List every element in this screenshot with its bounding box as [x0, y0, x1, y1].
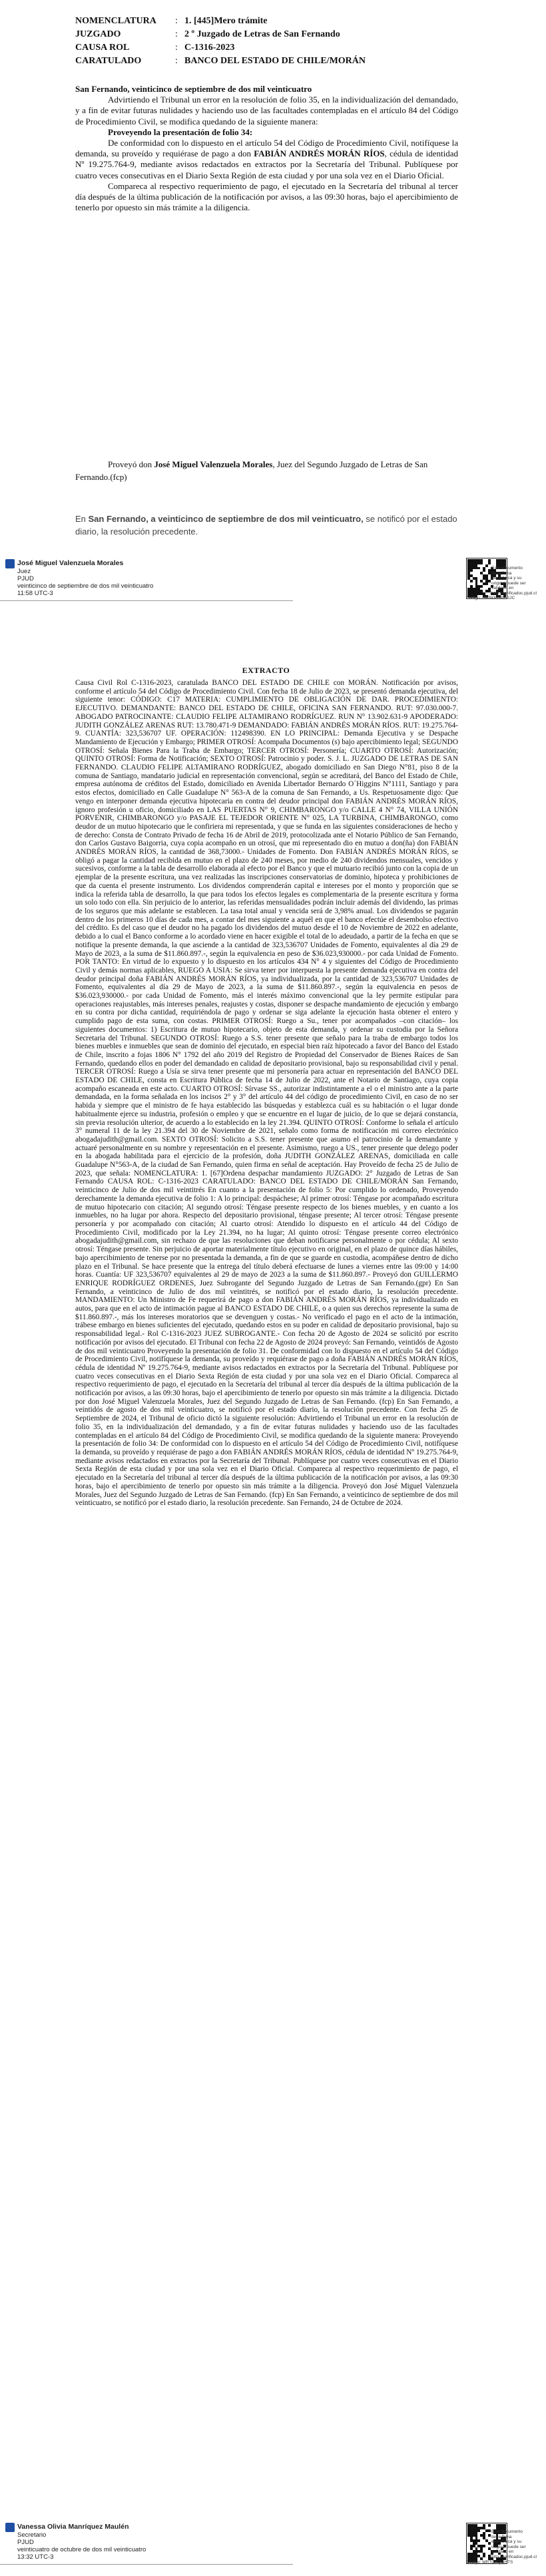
- signature-block-secretary: [0, 2523, 346, 2569]
- signature-seal-icon: [5, 559, 15, 568]
- header-key: CAUSA ROL: [75, 43, 130, 53]
- signature-block-judge: [0, 559, 346, 606]
- extract-body: [75, 679, 458, 1508]
- qr-module: [483, 2545, 485, 2547]
- proveido-line: Proveyó don José Miguel Valenzuela Morales, Juez del Segundo Juzgado de Letras de San Fernando.(fcp): [75, 459, 428, 482]
- qr-module: [488, 2524, 491, 2527]
- extract-title: EXTRACTO: [242, 666, 290, 675]
- qr-module: [483, 569, 485, 572]
- signer-role: Juez: [17, 568, 31, 575]
- qr-module: [485, 582, 488, 585]
- qr-module: [480, 562, 483, 564]
- qr-module: [488, 580, 491, 582]
- qr-verification-code: Código: DXBKKGREGJC: [466, 596, 515, 600]
- qr-module: [485, 564, 488, 567]
- header-row-caratulado: CARATULADO : BANCO DEL ESTADO DE CHILE/MORÁN: [75, 55, 475, 68]
- signature-divider: [0, 2564, 293, 2565]
- qr-module: [488, 562, 491, 564]
- qr-module: [470, 580, 473, 582]
- qr-module: [477, 2539, 480, 2542]
- signature-date: veinticuatro de octubre de dos mil veinticuatro: [17, 2546, 146, 2553]
- header-key: JUZGADO: [75, 29, 121, 39]
- qr-module: [477, 2529, 480, 2532]
- header-row-juzgado: JUZGADO : 2 º Juzgado de Letras de San Fernando: [75, 28, 475, 41]
- defendant-name: FABIÁN ANDRÉS MORÁN RÍOS: [254, 148, 385, 159]
- signer-role: Secretario: [17, 2531, 47, 2539]
- signature-divider: [0, 600, 293, 601]
- qr-module: [470, 569, 473, 572]
- header-value: 1. [445]Mero trámite: [184, 16, 268, 26]
- qr-module: [480, 585, 483, 588]
- signer-name: Vanessa Olivia Manríquez Maulén: [17, 2523, 129, 2531]
- case-header: [75, 15, 475, 68]
- signature-seal-icon: [5, 2523, 15, 2532]
- signer-org: PJUD: [17, 2539, 34, 2546]
- signer-org: PJUD: [17, 575, 34, 582]
- qr-validation-text: Este documento tiene firma electrónica y su original puede ser validado en http://verificadoc.pjud.cl: [491, 566, 537, 596]
- qr-validation-text: Este documento tiene firma electrónica y su original puede ser validado en http://verificadoc.pjud.cl: [491, 2529, 537, 2559]
- notification-line: En San Fernando, a veinticinco de septiembre de dos mil veinticuatro, se notificó por el estado diario, la resolución precedente.: [75, 514, 457, 537]
- qr-module: [488, 2529, 491, 2532]
- signature-time: 13:32 UTC-3: [17, 2553, 54, 2561]
- header-value: 2 º Juzgado de Letras de San Fernando: [184, 29, 340, 39]
- header-key: NOMENCLATURA: [75, 16, 156, 26]
- qr-module: [488, 2542, 491, 2545]
- signature-date: veinticinco de septiembre de dos mil veinticuatro: [17, 582, 154, 590]
- header-row-nomenclatura: NOMENCLATURA : 1. [445]Mero trámite: [75, 15, 475, 28]
- judge-name: José Miguel Valenzuela Morales: [154, 459, 273, 469]
- qr-verification-code: Código: MRTCXQGHTS: [466, 2560, 513, 2565]
- header-value: C-1316-2023: [184, 43, 235, 53]
- resolution-paragraph: De conformidad con lo dispuesto en el artículo 54 del Código de Procedimiento Civil, notifíquese la demanda, su proveído y requiérase de pago a don FABIÁN ANDRÉS MORÁN RÍOS, cédula de identidad Nº 19.275.764-9, mediante avisos redactados en extractos por la Secretaría del Tribunal. Publíquese por cuatro veces consecutivas en el Diario Sexta Región de esta ciudad y por una sola vez en el Diario Oficial.: [75, 138, 458, 180]
- header-key: CARATULADO: [75, 56, 142, 66]
- resolution-paragraph: Advirtiendo el Tribunal un error en la resolución de folio 35, en la individualización del demandado, y a fin de evitar futuras nulidades y haciendo uso de las facultades contempladas en el artículo 84 del Código de Procedimiento Civil, se modifica quedando de la siguiente manera:: [75, 95, 458, 126]
- resolution-body: [75, 84, 458, 213]
- resolution-date-line: San Fernando, veinticinco de septiembre de dos mil veinticuatro: [75, 84, 312, 94]
- resolution-paragraph: Compareca al respectivo requerimiento de pago, el ejecutado en la Secretaría del tribunal al tercer día después de la última publicación de la notificación por avisos, a las 09:30 horas, bajo el apercibimiento de tenerlo por opuesto sin más trámite a la diligencia.: [75, 180, 458, 213]
- signer-name: José Miguel Valenzuela Morales: [17, 559, 124, 567]
- header-row-causa-rol: CAUSA ROL : C-1316-2023: [75, 41, 475, 55]
- qr-module: [488, 2534, 491, 2537]
- qr-module: [483, 2555, 485, 2557]
- extract-text: Causa Civil Rol C-1316-2023, caratulada BANCO DEL ESTADO DE CHILE con MORÁN. Notificación por avisos, conforme el artículo 54 del Código de Procedimiento Civil. Con fecha 18 de Julio de 2023, se presentó demanda ejecutiva, del siguiente tenor: CÓDIGO: C17 MATERIA: CUMPLIMIENTO DE OBLIGACIÓN DE DAR. PROCEDIMIENTO: EJECUTIVO. DEMANDANTE: BANCO DEL ESTADO DE CHILE, OFICINA SAN FERNANDO. RUT: 97.030.000-7. ABOGADO PATROCINANTE: CLAUDIO FELIPE ALTAMIRANO RODRÍGUEZ. RUN N° 13.902.631-9 APODERADO: JUDITH GONZÁLEZ ARENAS RUT: 13.780.471-9 DEMANDADO: FABIÁN ANDRÉS MORÁN RÍOS. RUT: 19.275.764-9. CUANTÍA: 323,536707 UF. OPERACIÓN: 112498390. EN LO PRINCIPAL: Demanda Ejecutiva y se Despache Mandamiento de Ejecución y Embargo; PRIMER OTROSÍ: Acompaña Documentos (s) bajo apercibimiento legal; SEGUNDO OTROSÍ: Señala Bienes Para la Traba de Embargo; TERCER OTROSÍ: Personería; CUARTO OTROSÍ: Autorización; QUINTO OTROSÍ: Forma de Notificación; SEXTO OTROSÍ: Patrocinio y poder. S. J. L. JUZGADO DE LETRAS DE SAN FERNANDO. CLAUDIO FELIPE ALTAMIRANO RODRÍGUEZ, abogado domiciliado en San Diego N°81, piso 8 de la comuna de Santiago, mandatario judicial en representación convencional, según se acreditará, del Banco del Estado de Chile, empresa autónoma de créditos del Estado, domiciliado en Avenida Libertador Bernardo O´Higgins N°1111, Santiago y para estos efectos, domiciliado en Calle Guadalupe N° 563-A de la comuna de San Fernando, a Us. Respetuosamente digo: Que vengo en interponer demanda ejecutiva hipotecaria en contra del deudor principal don FABIÁN ANDRÉS MORÁN RÍOS, ignoro profesión u oficio, domiciliado en LAS PUERTAS N° 9, CHIMBARONGO y/o CALLE 4 N° 74, VILLA UNIÓN PORVENIR, CHIMBARONGO y/o PASAJE EL TEJEDOR ORIENTE N° 025, LA TURBINA, CHIMBARONGO, como deudor de un mutuo hipotecario que le confiriera mi representada, y que se funda en las siguientes consideraciones de hecho y de derecho: Consta de Contrato Privado de fecha 16 de Abril de 2019, protocolizada ante el Notario Público de San Fernando, don Carlos Gustavo Baigorria, cuya copia acompaño en un otrosí, que mi representado dio en mutuo a don(ña) don FABIÁN ANDRÉS MORÁN RÍOS, la cantidad de 368,73000.- Unidades de Fomento. Don FABIÁN ANDRÉS MORÁN RÍOS, se obligó a pagar la cantidad recibida en mutuo en el plazo de 240 meses, por medio de 240 dividendos mensuales, vencidos y sucesivos, conforme a la tabla de desarrollo elaborada al efecto por el Banco y que el mutuario recibió junto con la copia de un ejemplar de la presente escritura, una vez realizadas las inscripciones conservatorias de dominio, hipoteca y prohibiciones de que da cuenta el presente instrumento. Los dividendos comprenderán capital e intereses por el monto y proporción que se indica la referida tabla de desarrollo, la que para todos los efectos legales es complementaria de la presente escritura y forma un solo todo con ella. Sin perjuicio de lo anterior, las referidas mensualidades podrán incluir además del dividendo, las primas de los seguros que más adelante se establecen. La tasa total anual y vencida será de 3,98% anual. Los dividendos se pagarán dentro de los primeros 10 días de cada mes, a contar del mes siguiente a aquél en que el banco efectúe el desembolso efectivo del crédito. Es del caso que el deudor no ha pagado los dividendos del mutuo desde el 10 de Noviembre de 2022 en adelante, debido a lo cual el Banco conforme a lo acordado viene en hacer exigible el total de lo adeudado, a partir de la fecha en que se notifique la presente demanda, la que asciende a la cantidad de 323,536707 Unidades de Fomento, equivalentes al día 29 de Mayo de 2023, a la suma de $11.860.897.-, según la equivalencia en peso de $36.023,930000.- por cada Unidad de Fomento. POR TANTO: En virtud de lo expuesto y lo dispuesto en los artículos 434 N° 4 y siguientes del Código de Procedimiento Civil y demás normas aplicables, RUEGO A USIA: Se sirva tener por interpuesta la presente demanda ejecutiva en contra del deudor principal doña FABIÁN ANDRÉS MORÁN RÍOS, ya individualizada, por la cantidad de 323,536707 Unidades de Fomento, equivalentes al día 29 de Mayo de 2023, a la suma de $11.860.897.-, según la equivalencia en pesos de $36.023,930000.- por cada Unidad de Fomento, más el interés máximo convencional que la ley permite estipular para operaciones reajustables, más intereses penales, reajustes y costas, disponer se despache mandamiento de ejecución y embargo en su contra por dicha cantidad, requiriéndola de pago y ordenar se siga adelante la ejecución hasta obtener el entero y cumplido pago de esta suma, con costas. PRIMER OTROSÍ: Ruego a Su., tener por acompañados –con citación– los siguientes documentos: 1) Escritura de mutuo hipotecario, objeto de esta demanda, y ordenar su custodia por la Señora Secretaria del Tribunal. SEGUNDO OTROSÍ: Ruego a S.S. tener presente que señalo para la traba de embargo todos los bienes muebles e inmuebles que sean de dominio del ejecutado, en especial bien raíz hipotecado a favor del Banco del Estado de Chile, inscrito a fojas 1806 N° 1792 del año 2019 del Registro de Propiedad del Conservador de Bienes Raíces de San Fernando, quedando ellos en poder del demandado en calidad de depositario provisional, bajo su responsabilidad civil y penal. TERCER OTROSÍ: Ruego a Usía se sirva tener presente que mi personería para actuar en representación del BANCO DEL ESTADO DE CHILE, consta en Escritura Pública de fecha 14 de Julio de 2022, ante el Notario de Santiago, cuya copia acompaño escaneada en este acto. CUARTO OTROSÍ: Sírvase SS., autorizar indistintamente a el o el ministro ante a la parte demandada, en la forma señalada en los incisos 2° y 3° del artículo 44 del código de procedimiento Civil, en caso de no ser habida y siempre que el ministro de fe haya establecido las búsquedas y establezca cuál es su habitación o el lugar donde habitualmente ejerce su industria, profesión o empleo y que se encuentre en el lugar de juicio, de lo que se dejará constancia, sin previa resolución ulterior, de acuerdo a lo establecido en la ley 21.394. QUINTO OTROSÍ: Conforme lo señala el artículo 3° numeral 11 de la ley 21.394 del 30 de Noviembre de 2021, señalo como forma de notificación mi correo electrónico abogadajudith@gmail.com. SEXTO OTROSÍ: Solicito a S.S. tener presente que asumo el patrocinio de la demandante y actuaré personalmente en su nombre y representación en el presente. Asimismo, ruego a US., tener presente que delego poder en la abogada habilitada para el ejercicio de la profesión, doña JUDITH GONZÁLEZ ARENAS, domiciliada en calle Guadalupe N°563-A, de la ciudad de San Fernando, quien firma en señal de aceptación. Hay Proveído de fecha 25 de Julio de 2023, que señala: NOMENCLATURA: 1. [67]Ordena despachar mandamiento JUZGADO: 2° Juzgado de Letras de San Fernando CAUSA ROL: C-1316-2023 CARATULADO: BANCO DEL ESTADO DE CHILE/MORÁN San Fernando, veinticinco de Julio de dos mil veintitrés En cuanto a la presentación de folio 5: Por cumplido lo ordenado, Proveyendo derechamente la demanda ejecutiva de folio 1: A lo principal: despáchese; Al primer otrosí: Téngase por acompañado escritura de mutuo hipotecario con citación; Al segundo otrosí: Téngase presente respecto de los bienes muebles, y en cuanto a los inmuebles, no ha lugar por ahora. Respecto del depositario provisional, téngase presente; Al tercer otrosí: Téngase presente personería y por acompañado con citación; Al cuarto otrosí: Atendido lo dispuesto en el artículo 44 del Código de Procedimiento Civil, modificado por la Ley 21.394, no ha lugar; Al quinto otrosí: Téngase presente correo electrónico abogadajudith@gmail.com, sin rechazo de que las resoluciones que deban notificarse personalmente o por cédula; Al sexto otrosí: Téngase presente. Sin perjuicio de aportar materialmente título ejecutivo en original, en el plazo de quince días hábiles, bajo apercibimiento de tenerse por no presentada la demanda, a fin de que se guarde en custodia, acompáñese dentro de dicho plazo en el Tribunal. Se hace presente que la entrega del título deberá efectuarse de lunes a viernes entre las 09:00 y 14:00 horas. Cuantía: UF 323,536707 equivalentes al 29 de mayo de 2023 a la suma de $11.860.897.- Proveyó don GUILLERMO ENRIQUE RODRÍGUEZ ORDENES, Juez Subrogante del Segundo Juzgado de Letras de San Fernando.(gpr) En San Fernando, a veinticinco de Julio de dos mil veintitrés, se notificó por el estado diario, la resolución precedente. MANDAMIENTO: Un Ministro de Fe requerirá de pago a don FABIÁN ANDRÉS MORÁN RÍOS, ya individualizado en autos, para que en el acto de intimación pague al BANCO ESTADO DE CHILE, o a quien sus derechos represente la suma de $11.860.897.-, más los intereses moratorios que se devenguen y costas.- No verificado el pago en el acto de la intimación, trábese embargo en bienes suficientes del ejecutado, quedando estos en su poder en calidad de depositario provisional, bajo su responsabilidad legal.- Rol C-1316-2023 JUEZ SUBROGANTE.- Con fecha 20 de Agosto de 2024 se solicitó por escrito notificación por avisos del ejecutado. El Tribunal con fecha 22 de Agosto de 2024 proveyó: San Fernando, veintidós de Agosto de dos mil veinticuatro Proveyendo la presentación de folio 31. De conformidad con lo dispuesto en el artículo 54 del Código de Procedimiento Civil, notifíquese la demanda, su proveído y requiérase de pago a doña FABIÁN ANDRÉS MORÁN RÍOS, cédula de identidad Nº 19.275.764-9, mediante avisos redactados en extractos por la Secretaría del Tribunal. Publíquese por cuatro veces consecutivas en el Diario Sexta Región de esta ciudad y por una sola vez en el Diario Oficial. Compareca al respectivo requerimiento de pago, el ejecutado en la Secretaría del tribunal al tercer día después de la última publicación de la notificación por avisos, a las 09:30 horas, bajo el apercibimiento de tenerlo por opuesto sin más trámite a la diligencia. Dictado por don José Miguel Valenzuela Morales, Juez del Segundo Juzgado de Letras de San Fernando. (fcp) En San Fernando, a veintidós de agosto de dos mil veinticuatro, se notificó por el estado diario, la resolución precedente. Con fecha 25 de Septiembre de 2024, el Tribunal de oficio dictó la siguiente resolución: Advirtiendo el Tribunal un error en la resolución de folio 35, en la individualización del demandado, y a fin de evitar futuras nulidades y haciendo uso de las facultades contempladas en el artículo 84 del Código de Procedimiento Civil, se modifica quedando de la siguiente manera: Proveyendo la presentación de folio 34: De conformidad con lo dispuesto en el artículo 54 del Código de Procedimiento Civil, notifíquese la demanda, su proveído y requiérase de pago a don FABIÁN ANDRÉS MORÁN RÍOS, cédula de identidad Nº 19.275.764-9, mediante avisos redactados en extractos por la Secretaría del Tribunal. Publíquese por cuatro veces consecutivas en el Diario Sexta Región de esta ciudad y por una sola vez en el Diario Oficial. Compareca al respectivo requerimiento de pago, el ejecutado en la Secretaría del tribunal al tercer día después de la última publicación de la notificación por avisos, a las 09:30 horas, bajo el apercibimiento de tenerlo por opuesto sin más trámite a la diligencia. Proveyó don José Miguel Valenzuela Morales, Juez del Segundo Juzgado de Letras de San Fernando. (fcp) En San Fernando, a veinticinco de septiembre de dos mil veinticuatro, se notificó por el estado diario, la resolución precedente. San Fernando, 24 de Octubre de 2024.: [75, 679, 458, 1508]
- signature-time: 11:58 UTC-3: [17, 590, 53, 597]
- qr-module: [477, 567, 480, 570]
- resolution-subheading: Proveyendo la presentación de folio 34:: [108, 126, 253, 137]
- header-value: BANCO DEL ESTADO DE CHILE/MORÁN: [184, 56, 366, 66]
